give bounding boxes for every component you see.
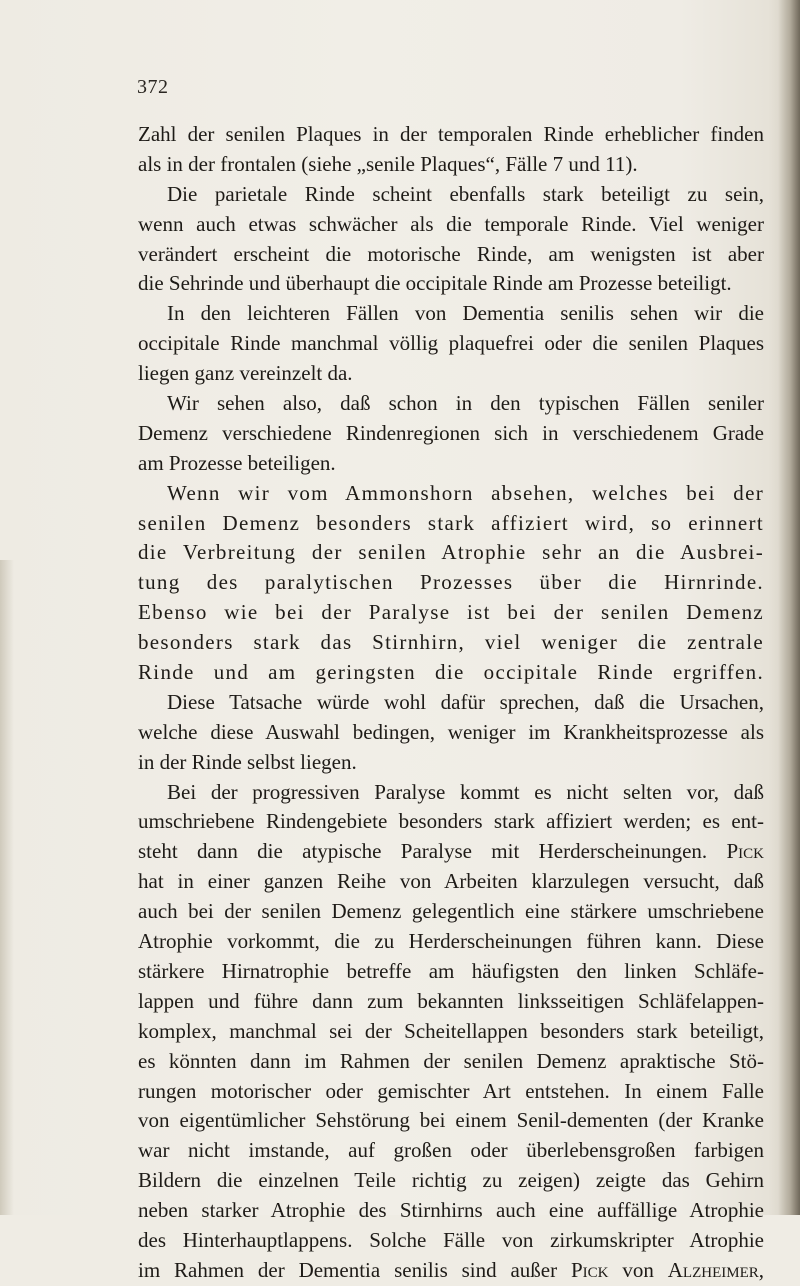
text-line: Wenn wir vom Ammonshorn absehen, welches bei der bbox=[167, 480, 764, 505]
text-line: Bildern die einzelnen Teile richtig zu zeigen) zeigte das Gehirn bbox=[138, 1168, 764, 1193]
text-line: umschriebene Rindengebiete besonders stark affiziert werden; es ent- bbox=[138, 809, 764, 834]
text-line: besonders stark das Stirnhirn, viel weniger die zentrale bbox=[138, 630, 764, 655]
text-line: Demenz verschiedene Rindenregionen sich in verschiedenem Grade bbox=[138, 420, 764, 445]
text-line: die Sehrinde und überhaupt die occipitale Rinde am Prozesse beteiligt. bbox=[138, 271, 732, 296]
text-line: von eigentümlicher Sehstörung bei einem Senil-dementen (der Kranke bbox=[138, 1108, 764, 1133]
text-line: neben starker Atrophie des Stirnhirns auch eine auffällige Atrophie bbox=[138, 1198, 764, 1223]
text-line: hat in einer ganzen Reihe von Arbeiten klarzulegen versucht, daß bbox=[138, 869, 764, 894]
text-line: Die parietale Rinde scheint ebenfalls stark beteiligt zu sein, bbox=[167, 181, 764, 206]
text-line: welche diese Auswahl bedingen, weniger im Krankheitsprozesse als bbox=[138, 719, 764, 744]
text-line: es könnten dann im Rahmen der senilen Demenz apraktische Stö- bbox=[138, 1048, 764, 1073]
text-line: in der Rinde selbst liegen. bbox=[138, 749, 357, 774]
text-line: Rinde und am geringsten die occipitale Rinde ergriffen. bbox=[138, 660, 764, 685]
text-line: komplex, manchmal sei der Scheitellappen besonders stark beteiligt, bbox=[138, 1018, 764, 1043]
text-line: liegen ganz vereinzelt da. bbox=[138, 361, 353, 386]
text-line: Ebenso wie bei der Paralyse ist bei der senilen Demenz bbox=[138, 600, 764, 625]
text-line: Atrophie vorkommt, die zu Herderscheinungen führen kann. Diese bbox=[138, 929, 764, 954]
text-line: lappen und führe dann zum bekannten linksseitigen Schläfelappen- bbox=[138, 988, 764, 1013]
text-line: im Rahmen der Dementia senilis sind außer Pick von Alzheimer, bbox=[138, 1257, 764, 1282]
text-line: Diese Tatsache würde wohl dafür sprechen, daß die Ursachen, bbox=[167, 689, 764, 714]
author-name: Pick bbox=[570, 1257, 609, 1282]
text-line: Bei der progressiven Paralyse kommt es nicht selten vor, daß bbox=[167, 779, 764, 804]
text-line: senilen Demenz besonders stark affiziert wird, so erinnert bbox=[138, 510, 764, 535]
text-line: rungen motorischer oder gemischter Art entstehen. In einem Falle bbox=[138, 1078, 764, 1103]
author-name: Alzheimer bbox=[667, 1257, 759, 1282]
text-line: steht dann die atypische Paralyse mit Herderscheinungen. Pick bbox=[138, 839, 764, 864]
page-edge-shadow bbox=[778, 0, 800, 1215]
author-name: Pick bbox=[726, 839, 764, 864]
text-line: stärkere Hirnatrophie betreffe am häufigsten den linken Schläfe- bbox=[138, 958, 764, 983]
text-line: die Verbreitung der senilen Atrophie sehr an die Ausbrei- bbox=[138, 540, 764, 565]
text-line: Zahl der senilen Plaques in der temporalen Rinde erheblicher finden bbox=[138, 122, 764, 146]
text-line: wenn auch etwas schwächer als die temporale Rinde. Viel weniger bbox=[138, 211, 764, 236]
text-line: war nicht imstande, auf großen oder überlebensgroßen farbigen bbox=[138, 1138, 764, 1163]
text-line: occipitale Rinde manchmal völlig plaquefrei oder die senilen Plaques bbox=[138, 331, 764, 356]
text-line: des Hinterhauptlappens. Solche Fälle von zirkumskripter Atrophie bbox=[138, 1227, 764, 1252]
text-line: tung des paralytischen Prozesses über die Hirnrinde. bbox=[138, 570, 764, 595]
text-line: Wir sehen also, daß schon in den typischen Fällen seniler bbox=[167, 391, 764, 416]
text-line: In den leichteren Fällen von Dementia senilis sehen wir die bbox=[167, 301, 764, 326]
text-line: verändert erscheint die motorische Rinde, am wenigsten ist aber bbox=[138, 241, 764, 266]
text-line: als in der frontalen (siehe „senile Plaques“, Fälle 7 und 11). bbox=[138, 151, 638, 176]
text-line: am Prozesse beteiligen. bbox=[138, 450, 336, 475]
page-number: 372 bbox=[137, 76, 169, 98]
body-text bbox=[138, 120, 764, 1286]
text-line: auch bei der senilen Demenz gelegentlich eine stärkere umschriebene bbox=[138, 899, 764, 924]
page-stain bbox=[0, 560, 14, 1215]
